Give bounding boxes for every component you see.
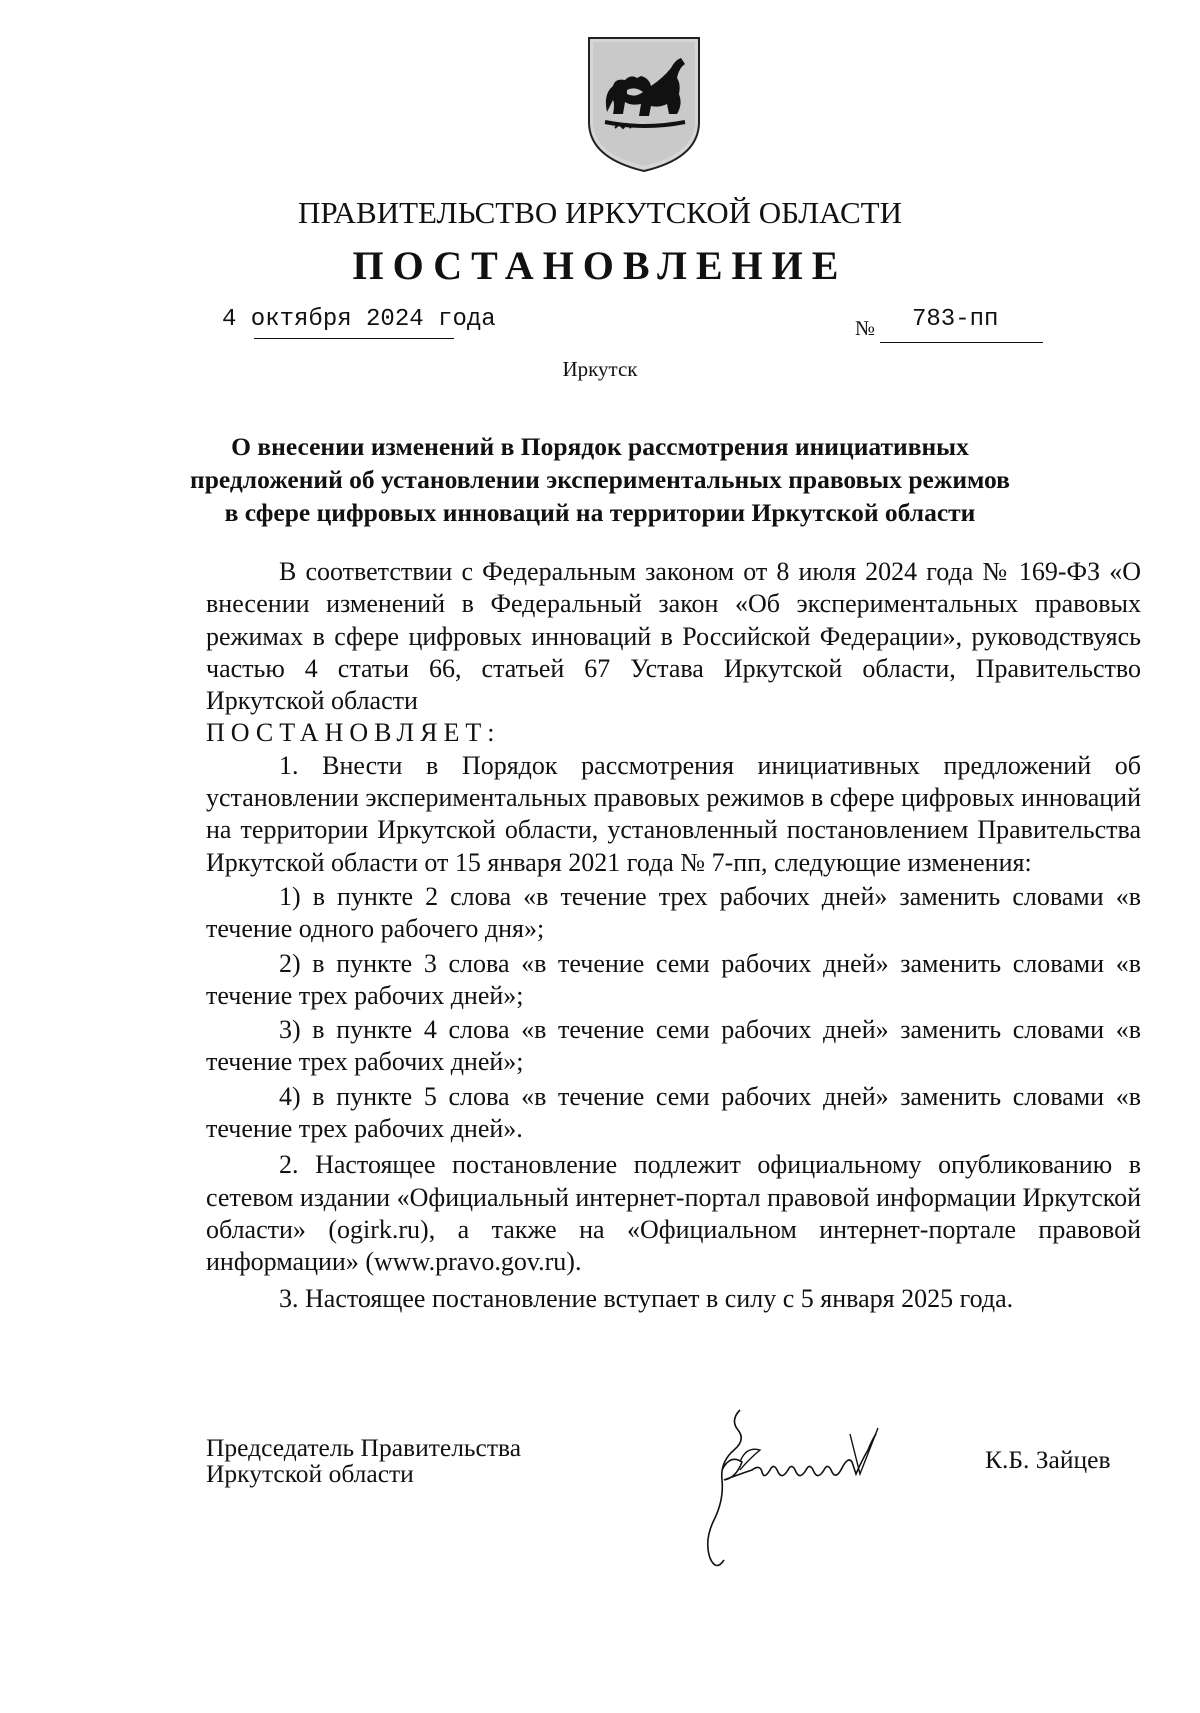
document-type-heading: ПОСТАНОВЛЕНИЕ [352, 243, 848, 288]
document-title [150, 430, 1050, 529]
signatory-position [206, 1435, 521, 1487]
signatory-name: К.Б. Зайцев [985, 1445, 1111, 1474]
subclause-3: 3) в пункте 4 слова «в течение семи рабочих дней» заменить словами «в течение трех рабочих дней»; [206, 1015, 1141, 1077]
government-name: ПРАВИТЕЛЬСТВО ИРКУТСКОЙ ОБЛАСТИ [297, 195, 902, 230]
subclause-4: 4) в пункте 5 слова «в течение семи рабочих дней» заменить словами «в течение трех рабочих дней». [206, 1081, 1141, 1144]
subclause-1: 1) в пункте 2 слова «в течение трех рабочих дней» заменить словами «в течение одного рабочего дня»; [206, 881, 1141, 944]
document-body [206, 556, 1141, 1315]
city-name: Иркутск [562, 357, 638, 381]
document-number: 783-пп [912, 306, 999, 333]
handwritten-signature [700, 1400, 940, 1575]
clause-1: 1. Внести в Порядок рассмотрения инициативных предложений об установлении экспериментальных правовых режимов в сфере цифровых инноваций на территории Иркутской области, установленный постановлением Правительства Иркутской области от 15 января 2021 года № 7-пп, следующие изменения: [206, 750, 1141, 877]
irkutsk-coat-of-arms-icon [585, 34, 703, 174]
clause-3: 3. Настоящее постановление вступает в силу с 5 января 2025 года. [279, 1283, 1014, 1313]
title-line-1: О внесении изменений в Порядок рассмотрения инициативных [231, 432, 969, 461]
position-line-1: Председатель Правительства [206, 1433, 522, 1462]
number-sign: № [855, 316, 876, 340]
title-line-2: предложений об установлении экспериментальных правовых режимов [190, 465, 1010, 494]
document-date: 4 октября 2024 года [222, 306, 496, 333]
number-underline [880, 342, 1043, 343]
subclause-2: 2) в пункте 3 слова «в течение семи рабочих дней» заменить словами «в течение трех рабочих дней»; [206, 948, 1141, 1010]
date-underline [254, 338, 454, 339]
preamble-paragraph: В соответствии с Федеральным законом от 8 июля 2024 года № 169-ФЗ «О внесении изменений в Федеральный закон «Об экспериментальных правовых режимах в сфере цифровых инноваций в Российской Федерации», руководствуясь частью 4 статьи 66, статьей 67 Устава Иркутской области, Правительство Иркутской области [206, 557, 1141, 716]
position-line-2: Иркутской области [206, 1459, 414, 1488]
clause-2: 2. Настоящее постановление подлежит официальному опубликованию в сетевом издании «Официальный интернет-портал правовой информации Иркутской области» (ogirk.ru), а также на «Официальном интернет-портале правовой информации» (www.pravo.gov.ru). [206, 1150, 1141, 1277]
resolves-keyword: ПОСТАНОВЛЯЕТ: [206, 718, 501, 748]
title-line-3: в сфере цифровых инноваций на территории Иркутской области [224, 498, 976, 527]
